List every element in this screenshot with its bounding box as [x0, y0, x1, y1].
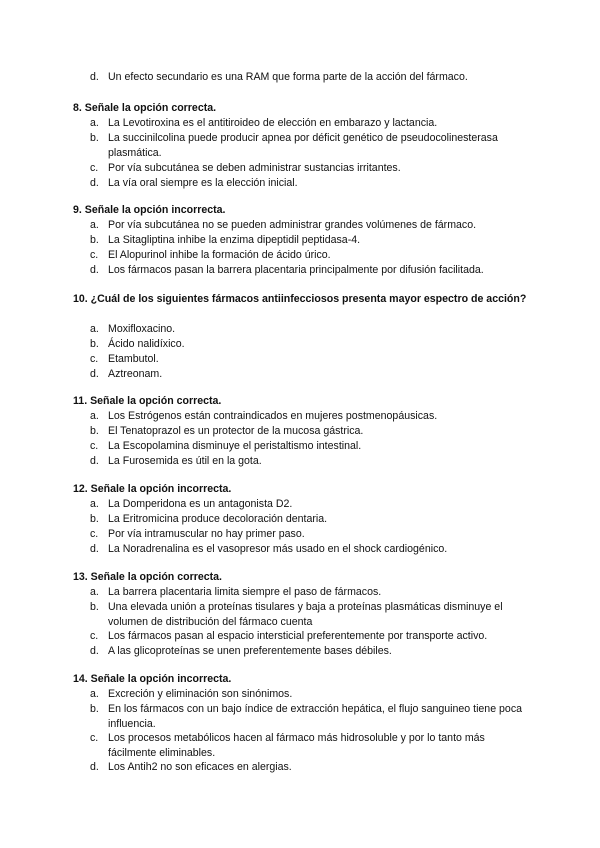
option-text: El Alopurinol inhibe la formación de ácido úrico.	[108, 249, 331, 261]
option-text: Los Estrógenos están contraindicados en mujeres postmenopáusicas.	[108, 410, 438, 422]
option-text: La Eritromicina produce decoloración dentaria.	[108, 513, 328, 525]
question-title: 8. Señale la opción correcta.	[73, 102, 217, 114]
option-text: La Noradrenalina es el vasopresor más usado en el shock cardiogénico.	[108, 543, 448, 555]
option-letter: b.	[90, 234, 99, 246]
option-text: En los fármacos con un bajo índice de extracción hepática, el flujo sanguineo tiene poca influencia.	[108, 703, 523, 730]
option-text: Ácido nalidíxico.	[108, 338, 185, 350]
option-letter: a.	[90, 410, 99, 422]
option-letter: c.	[90, 440, 99, 452]
option-letter: d.	[90, 455, 99, 467]
option-text: Aztreonam.	[108, 368, 163, 380]
option-letter: a.	[90, 117, 99, 129]
question-title: 11. Señale la opción correcta.	[73, 395, 222, 407]
question-title: 12. Señale la opción incorrecta.	[73, 483, 232, 495]
option-text: Etambutol.	[108, 353, 159, 365]
option-letter: d.	[90, 543, 99, 555]
option-text: Los fármacos pasan al espacio intersticial preferentemente por transporte activo.	[108, 630, 488, 642]
option-letter: b.	[90, 132, 99, 144]
option-text: Los Antih2 no son eficaces en alergias.	[108, 761, 292, 773]
option-letter: b.	[90, 703, 99, 715]
option-letter: a.	[90, 498, 99, 510]
option-letter: a.	[90, 219, 99, 231]
option-letter: c.	[90, 528, 99, 540]
option-letter: b.	[90, 425, 99, 437]
option-text: Excreción y eliminación son sinónimos.	[108, 688, 293, 700]
option-text: La Escopolamina disminuye el peristaltismo intestinal.	[108, 440, 362, 452]
option-text: Moxifloxacino.	[108, 323, 176, 335]
option-letter: c.	[90, 162, 99, 174]
option-letter: c.	[90, 353, 99, 365]
question-title: 9. Señale la opción incorrecta.	[73, 204, 226, 216]
option-text: El Tenatoprazol es un protector de la mucosa gástrica.	[108, 425, 364, 437]
option-letter: c.	[90, 249, 99, 261]
question-title: 14. Señale la opción incorrecta.	[73, 673, 232, 685]
option-text: La Domperidona es un antagonista D2.	[108, 498, 293, 510]
option-text: La vía oral siempre es la elección inicial.	[108, 177, 298, 189]
option-letter: b.	[90, 601, 99, 613]
option-text: La Sitagliptina inhibe la enzima dipeptidil peptidasa-4.	[108, 234, 361, 246]
option-text: Los procesos metabólicos hacen al fármaco más hidrosoluble y por lo tanto más fácilmente eliminables.	[108, 732, 485, 759]
option-text: Por vía intramuscular no hay primer paso.	[108, 528, 305, 540]
option-letter: a.	[90, 688, 99, 700]
option-letter: b.	[90, 513, 99, 525]
option-text: La succinilcolina puede producir apnea por déficit genético de pseudocolinesterasa plasmática.	[108, 132, 498, 159]
option-letter: d.	[90, 761, 99, 773]
question-title: 13. Señale la opción correcta.	[73, 571, 222, 583]
option-letter: d.	[90, 264, 99, 276]
option-letter: c.	[90, 732, 99, 744]
option-letter: d.	[90, 177, 99, 189]
option-text: La barrera placentaria limita siempre el paso de fármacos.	[108, 586, 382, 598]
option-text: Por vía subcutánea se deben administrar sustancias irritantes.	[108, 162, 401, 174]
option-text: A las glicoproteínas se unen preferentemente bases débiles.	[108, 645, 392, 657]
option-letter: d.	[90, 368, 99, 380]
option-text: Un efecto secundario es una RAM que forma parte de la acción del fármaco.	[108, 71, 468, 83]
option-text: La Furosemida es útil en la gota.	[108, 455, 262, 467]
option-letter: c.	[90, 630, 99, 642]
option-text: Los fármacos pasan la barrera placentaria principalmente por difusión facilitada.	[108, 264, 484, 276]
option-letter: b.	[90, 338, 99, 350]
option-letter: a.	[90, 586, 99, 598]
option-text: Por vía subcutánea no se pueden administrar grandes volúmenes de fármaco.	[108, 219, 477, 231]
option-text: La Levotiroxina es el antitiroideo de elección en embarazo y lactancia.	[108, 117, 438, 129]
option-text: Una elevada unión a proteínas tisulares y baja a proteínas plasmáticas disminuye el volumen de distribución del fármaco cuenta	[108, 601, 503, 628]
option-letter: d.	[90, 71, 99, 83]
option-letter: a.	[90, 323, 99, 335]
option-letter: d.	[90, 645, 99, 657]
question-title: 10. ¿Cuál de los siguientes fármacos antiinfecciosos presenta mayor espectro de acción?	[73, 293, 527, 305]
